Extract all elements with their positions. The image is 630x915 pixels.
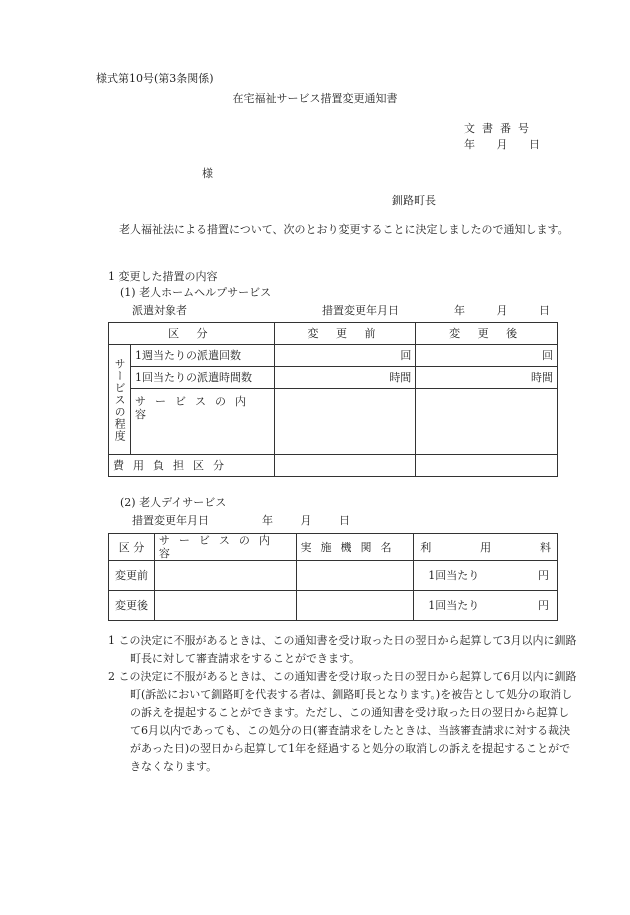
table-row (109, 345, 558, 367)
col-service-content: サービスの内容 (154, 534, 296, 561)
after-facility-cell (296, 591, 414, 621)
row-cost-label: 費用負担区分 (109, 455, 275, 477)
content-after-cell (416, 389, 558, 455)
weekly-after-unit: 回 (416, 345, 558, 367)
col-fee (414, 534, 558, 561)
intro-paragraph: 老人福祉法による措置について、次のとおり変更することに決定しましたので通知します。 (119, 223, 569, 236)
col-category: 区 分 (109, 323, 275, 345)
table-row (109, 367, 558, 389)
col-before: 変 更 前 (274, 323, 416, 345)
subsection2-heading: (2) 老人デイサービス (120, 496, 227, 509)
cost-after-cell (416, 455, 558, 477)
col-fee-char-1: 利 (420, 540, 432, 554)
after-fee-cell (414, 591, 558, 621)
table-header-row (109, 534, 558, 561)
before-content-cell (154, 561, 296, 591)
note-item: 2 この決定に不服があるときは、この通知書を受け取った日の翌日から起算して6月以内に釧路町(訴訟において釧路町を代表する者は、釧路町長となります。)を被告として処分の取消しの訴えを提起することができます。ただし、この通知書を受け取った日の翌日から起算して6月以内であっても、この処分の日(審査請求をしたときは、当該審査請求に対する裁決があった日)の翌日から起算して1年を経過すると処分の取消しの訴えを提起することができなくなります。 (108, 670, 577, 773)
hours-after-unit: 時間 (416, 367, 558, 389)
weekly-before-unit: 回 (274, 345, 416, 367)
table-row (109, 389, 558, 455)
addressee-suffix: 様 (202, 167, 213, 180)
col-fee-char-3: 料 (539, 540, 551, 554)
row-after-label: 変更後 (109, 591, 155, 621)
service-level-group-label: サービスの程度 (109, 345, 131, 455)
document-title: 在宅福祉サービス措置変更通知書 (232, 92, 398, 105)
after-content-cell (154, 591, 296, 621)
cost-before-cell (274, 455, 416, 477)
col-category-2: 区 分 (109, 534, 155, 561)
after-fee-unit: 円 (538, 599, 549, 613)
row-before-label: 変更前 (109, 561, 155, 591)
col-facility-name: 実施機関名 (296, 534, 414, 561)
before-fee-cell (414, 561, 558, 591)
table-header-row (109, 323, 558, 345)
row-hours-label: 1回当たりの派遣時間数 (130, 367, 274, 389)
after-fee-per: 1回当たり (428, 599, 480, 613)
table-row (109, 561, 558, 591)
homehelp-table (108, 322, 558, 477)
row-weekly-label: 1週当たりの派遣回数 (130, 345, 274, 367)
sender-name: 釧路町長 (392, 194, 436, 207)
document-number-label: 文書番号 (464, 122, 536, 135)
table-row (109, 455, 558, 477)
before-facility-cell (296, 561, 414, 591)
notes-section (108, 632, 578, 776)
section1-heading: 1 変更した措置の内容 (108, 270, 218, 283)
col-fee-char-2: 用 (480, 540, 492, 554)
before-fee-per: 1回当たり (428, 569, 480, 583)
form-number: 様式第10号(第3条関係) (96, 72, 214, 85)
note-item: 1 この決定に不服があるときは、この通知書を受け取った日の翌日から起算して3月以内に釧路町長に対して審査請求をすることができます。 (108, 634, 577, 665)
table-row (109, 591, 558, 621)
dayservice-table (108, 533, 558, 621)
content-before-cell (274, 389, 416, 455)
change-date-value-2: 年 月 日 (262, 514, 350, 527)
change-date-label: 措置変更年月日 (322, 304, 399, 317)
col-after: 変 更 後 (416, 323, 558, 345)
change-date-label-2: 措置変更年月日 (132, 514, 209, 527)
hours-before-unit: 時間 (274, 367, 416, 389)
change-date-value: 年 月 日 (454, 304, 550, 317)
subsection1-heading: (1) 老人ホームヘルプサービス (120, 286, 272, 299)
row-content-label: サービスの内容 (130, 389, 274, 455)
dispatch-target-label: 派遣対象者 (132, 304, 187, 317)
document-date: 年 月 日 (464, 138, 540, 151)
before-fee-unit: 円 (538, 569, 549, 583)
